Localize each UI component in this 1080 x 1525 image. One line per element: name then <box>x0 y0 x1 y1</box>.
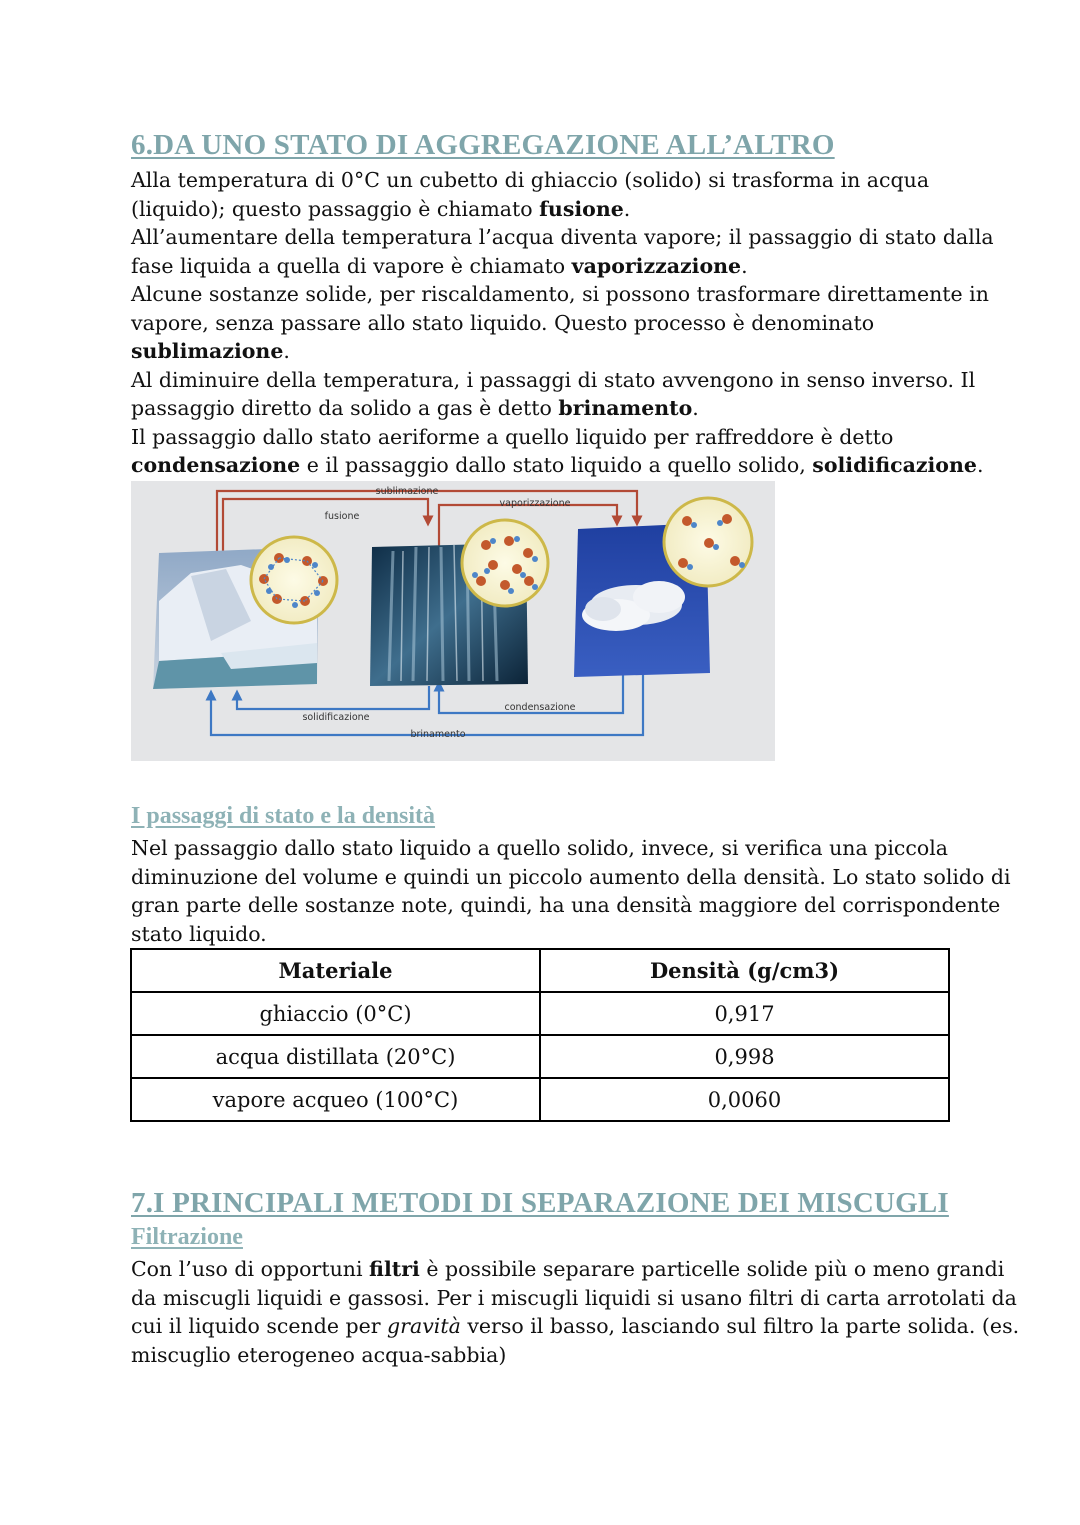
ice-molecules-lens <box>251 537 337 623</box>
text-line: Con l’uso di opportuni filtri è possibile separare particelle solide più o meno grandi <box>131 1257 1005 1281</box>
vapor-molecules-lens <box>664 498 752 586</box>
water-molecules-lens <box>462 520 548 606</box>
text-line: sublimazione. <box>131 339 290 363</box>
header-materiale: Materiale <box>131 949 540 992</box>
label-vaporizzazione: vaporizzazione <box>499 498 571 509</box>
label-brinamento: brinamento <box>410 729 466 740</box>
density-body <box>131 834 1011 948</box>
section-6-title: 6.DA UNO STATO DI AGGREGAZIONE ALL’ALTRO <box>131 129 835 161</box>
text-line: da miscugli liquidi e gassosi. Per i miscugli liquidi si usano filtri di carta arrotolati da <box>131 1285 1017 1310</box>
label-solidificazione: solidificazione <box>302 712 370 723</box>
text-line: Alla temperatura di 0°C un cubetto di ghiaccio (solido) si trasforma in acqua <box>131 168 930 192</box>
cell-density: 0,917 <box>540 992 949 1035</box>
section-7-title: 7.I PRINCIPALI METODI DI SEPARAZIONE DEI MISCUGLI <box>131 1187 949 1219</box>
text-line: Il passaggio dallo stato aeriforme a quello liquido per raffreddore è detto <box>131 424 894 449</box>
label-condensazione: condensazione <box>504 702 576 713</box>
text-line: passaggio diretto da solido a gas è detto brinamento. <box>131 396 699 420</box>
section-7-body <box>131 1255 1019 1369</box>
table-row <box>131 1035 949 1078</box>
text-line: (liquido); questo passaggio è chiamato fusione. <box>131 196 631 221</box>
label-sublimazione: sublimazione <box>375 486 439 497</box>
text-line: Nel passaggio dallo stato liquido a quello solido, invece, si verifica una piccola <box>131 836 948 860</box>
text-line: cui il liquido scende per gravità verso il basso, lasciando sul filtro la parte solida. (es. <box>131 1314 1020 1338</box>
filtrazione-subtitle: Filtrazione <box>131 1224 243 1250</box>
header-densita: Densità (g/cm3) <box>540 949 949 992</box>
text-line: diminuzione del volume e quindi un piccolo aumento della densità. Lo stato solido di <box>131 864 1011 889</box>
states-of-matter-figure <box>131 481 775 761</box>
density-table <box>130 948 950 1122</box>
text-line: condensazione e il passaggio dallo stato liquido a quello solido, solidificazione. <box>131 453 984 477</box>
cell-density: 0,0060 <box>540 1078 949 1121</box>
cell-material: ghiaccio (0°C) <box>131 992 540 1035</box>
label-fusione: fusione <box>324 511 360 522</box>
text-line: fase liquida a quella di vapore è chiamato vaporizzazione. <box>131 253 748 278</box>
text-line: vapore, senza passare allo stato liquido. Questo processo è denominato <box>131 310 875 335</box>
density-subtitle: I passaggi di stato e la densità <box>131 803 436 829</box>
text-line: Alcune sostanze solide, per riscaldamento, si possono trasformare direttamente in <box>131 282 989 306</box>
text-line: gran parte delle sostanze note, quindi, ha una densità maggiore del corrispondente <box>131 893 1001 917</box>
cell-material: acqua distillata (20°C) <box>131 1035 540 1078</box>
cell-density: 0,998 <box>540 1035 949 1078</box>
table-row <box>131 992 949 1035</box>
text-line: miscuglio eterogeneo acqua-sabbia) <box>131 1342 507 1367</box>
text-line: stato liquido. <box>131 921 267 946</box>
cell-material: vapore acqueo (100°C) <box>131 1078 540 1121</box>
table-header-row <box>131 949 949 992</box>
section-6-body <box>131 166 994 480</box>
table-row <box>131 1078 949 1121</box>
text-line: Al diminuire della temperatura, i passaggi di stato avvengono in senso inverso. Il <box>131 367 976 392</box>
text-line: All’aumentare della temperatura l’acqua diventa vapore; il passaggio di stato dalla <box>131 225 994 249</box>
